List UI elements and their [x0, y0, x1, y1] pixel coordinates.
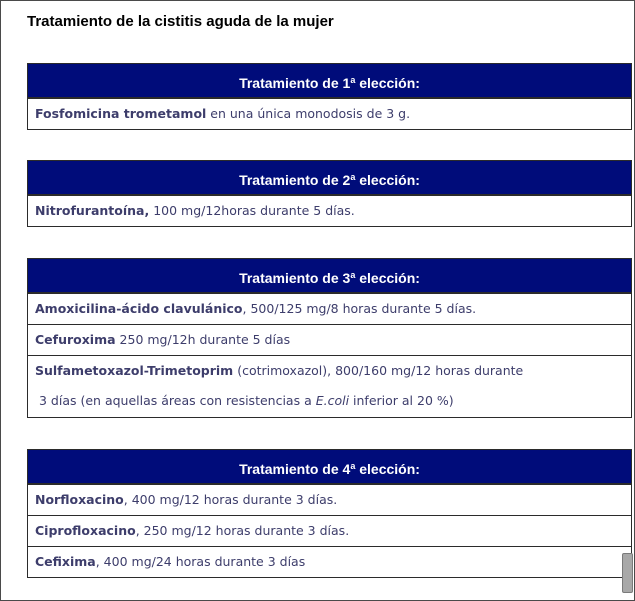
drug-note: 3 días (en aquellas áreas con resistencias a — [39, 393, 316, 408]
section-header — [28, 161, 631, 195]
section-header-label: Tratamiento de 3 — [239, 270, 351, 286]
drug-name: Cefuroxima — [35, 332, 116, 347]
scrollbar-thumb[interactable] — [622, 553, 633, 593]
row-line-1 — [35, 356, 631, 386]
section-header — [28, 64, 631, 98]
treatment-row — [28, 546, 631, 577]
organism-name: E.coli — [315, 393, 350, 408]
treatment-row — [28, 355, 631, 417]
drug-dose: 250 mg/12h durante 5 días — [115, 332, 291, 347]
section-header-suffix: elección: — [355, 461, 420, 477]
drug-name: Sulfametoxazol-Trimetoprim — [35, 363, 234, 378]
treatment-row — [28, 293, 631, 324]
treatment-row — [28, 324, 631, 355]
treatment-row — [28, 195, 631, 226]
section-header-suffix: elección: — [355, 75, 420, 91]
drug-name: Nitrofurantoína, — [35, 203, 150, 218]
drug-name: Fosfomicina trometamol — [35, 106, 207, 121]
section-header-label: Tratamiento de 4 — [239, 461, 351, 477]
section-header-label: Tratamiento de 2 — [239, 172, 351, 188]
drug-name: Amoxicilina-ácido clavulánico — [35, 301, 243, 316]
drug-dose: , 250 mg/12 horas durante 3 días. — [135, 523, 350, 538]
treatment-section-1 — [27, 63, 632, 130]
treatment-row — [28, 98, 631, 129]
drug-dose: 100 mg/12horas durante 5 días. — [149, 203, 355, 218]
drug-dose: , 500/125 mg/8 horas durante 5 días. — [242, 301, 477, 316]
treatment-section-3 — [27, 258, 632, 418]
section-header — [28, 259, 631, 293]
section-header-suffix: elección: — [355, 172, 420, 188]
section-header-label: Tratamiento de 1 — [239, 75, 351, 91]
ordinal-sup: a — [350, 270, 356, 280]
ordinal-sup: a — [350, 172, 356, 182]
treatment-row — [28, 484, 631, 515]
drug-dose: , 400 mg/12 horas durante 3 días. — [123, 492, 338, 507]
drug-dose: , 400 mg/24 horas durante 3 días — [95, 554, 306, 569]
drug-dose: (cotrimoxazol), 800/160 mg/12 horas durante — [233, 363, 524, 378]
treatment-section-4 — [27, 449, 632, 578]
drug-name: Cefixima — [35, 554, 96, 569]
row-line-2 — [35, 386, 631, 416]
treatment-row — [28, 515, 631, 546]
drug-name: Ciprofloxacino — [35, 523, 136, 538]
drug-name: Norfloxacino — [35, 492, 124, 507]
treatment-section-2 — [27, 160, 632, 227]
ordinal-sup: a — [350, 461, 356, 471]
drug-note-end: inferior al 20 %) — [349, 393, 454, 408]
section-header — [28, 450, 631, 484]
drug-dose: en una única monodosis de 3 g. — [206, 106, 411, 121]
ordinal-sup: a — [350, 75, 356, 85]
section-header-suffix: elección: — [355, 270, 420, 286]
page-title: Tratamiento de la cistitis aguda de la mujer — [27, 13, 334, 30]
